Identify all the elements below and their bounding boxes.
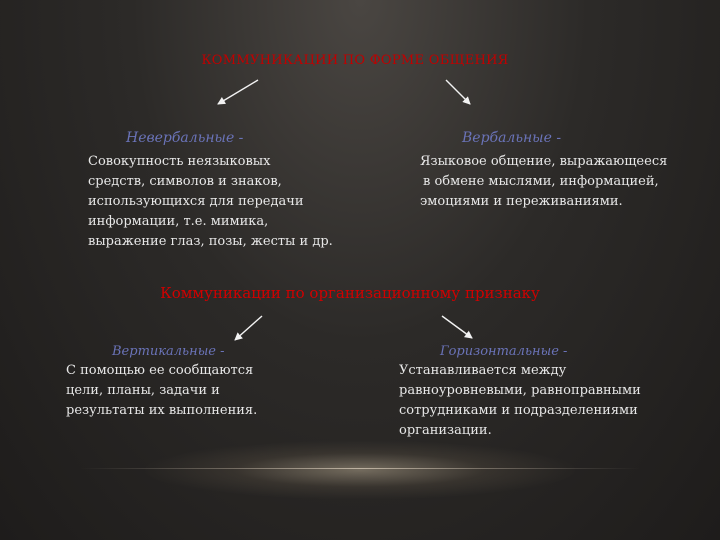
verbal-line: эмоциями и переживаниями. xyxy=(420,194,623,209)
nonverbal-line: использующихся для передачи xyxy=(88,194,304,209)
vertical-line: цели, планы, задачи и xyxy=(66,383,220,398)
verbal-line: в обмене мыслями, информацией, xyxy=(423,174,659,189)
nonverbal-line: Совокупность неязыковых xyxy=(88,154,271,169)
arrow-to-nonverbal xyxy=(218,80,258,104)
horizontal-line: организации. xyxy=(399,423,492,438)
nonverbal-line: средств, символов и знаков, xyxy=(88,174,282,189)
vertical-line: результаты их выполнения. xyxy=(66,403,258,418)
horizontal-line: сотрудниками и подразделениями xyxy=(399,403,638,418)
horizontal-heading: Горизонтальные - xyxy=(440,344,568,359)
nonverbal-line: информации, т.е. мимика, xyxy=(88,214,269,229)
vertical-description xyxy=(66,361,257,421)
vertical-line: С помощью ее сообщаются xyxy=(66,363,254,378)
horizontal-description xyxy=(399,361,641,441)
verbal-line: Языковое общение, выражающееся xyxy=(420,154,668,169)
horizontal-line: Устанавливается между xyxy=(399,363,567,378)
verbal-description xyxy=(420,152,667,212)
title-organizational: Коммуникации по организационному признаку xyxy=(160,284,540,302)
nonverbal-line: выражение глаз, позы, жесты и др. xyxy=(88,234,333,249)
arrow-to-verbal xyxy=(446,80,470,104)
arrow-to-horizontal xyxy=(442,316,472,338)
nonverbal-heading: Невербальные - xyxy=(126,130,244,146)
vertical-heading: Вертикальные - xyxy=(112,344,225,359)
verbal-heading: Вербальные - xyxy=(462,130,562,146)
nonverbal-description xyxy=(88,152,333,252)
arrow-to-vertical xyxy=(235,316,262,340)
title-communication-form: КОММУНИКАЦИИ ПО ФОРМЕ ОБЩЕНИЯ xyxy=(201,53,509,68)
horizontal-line: равноуровневыми, равноправными xyxy=(399,383,641,398)
